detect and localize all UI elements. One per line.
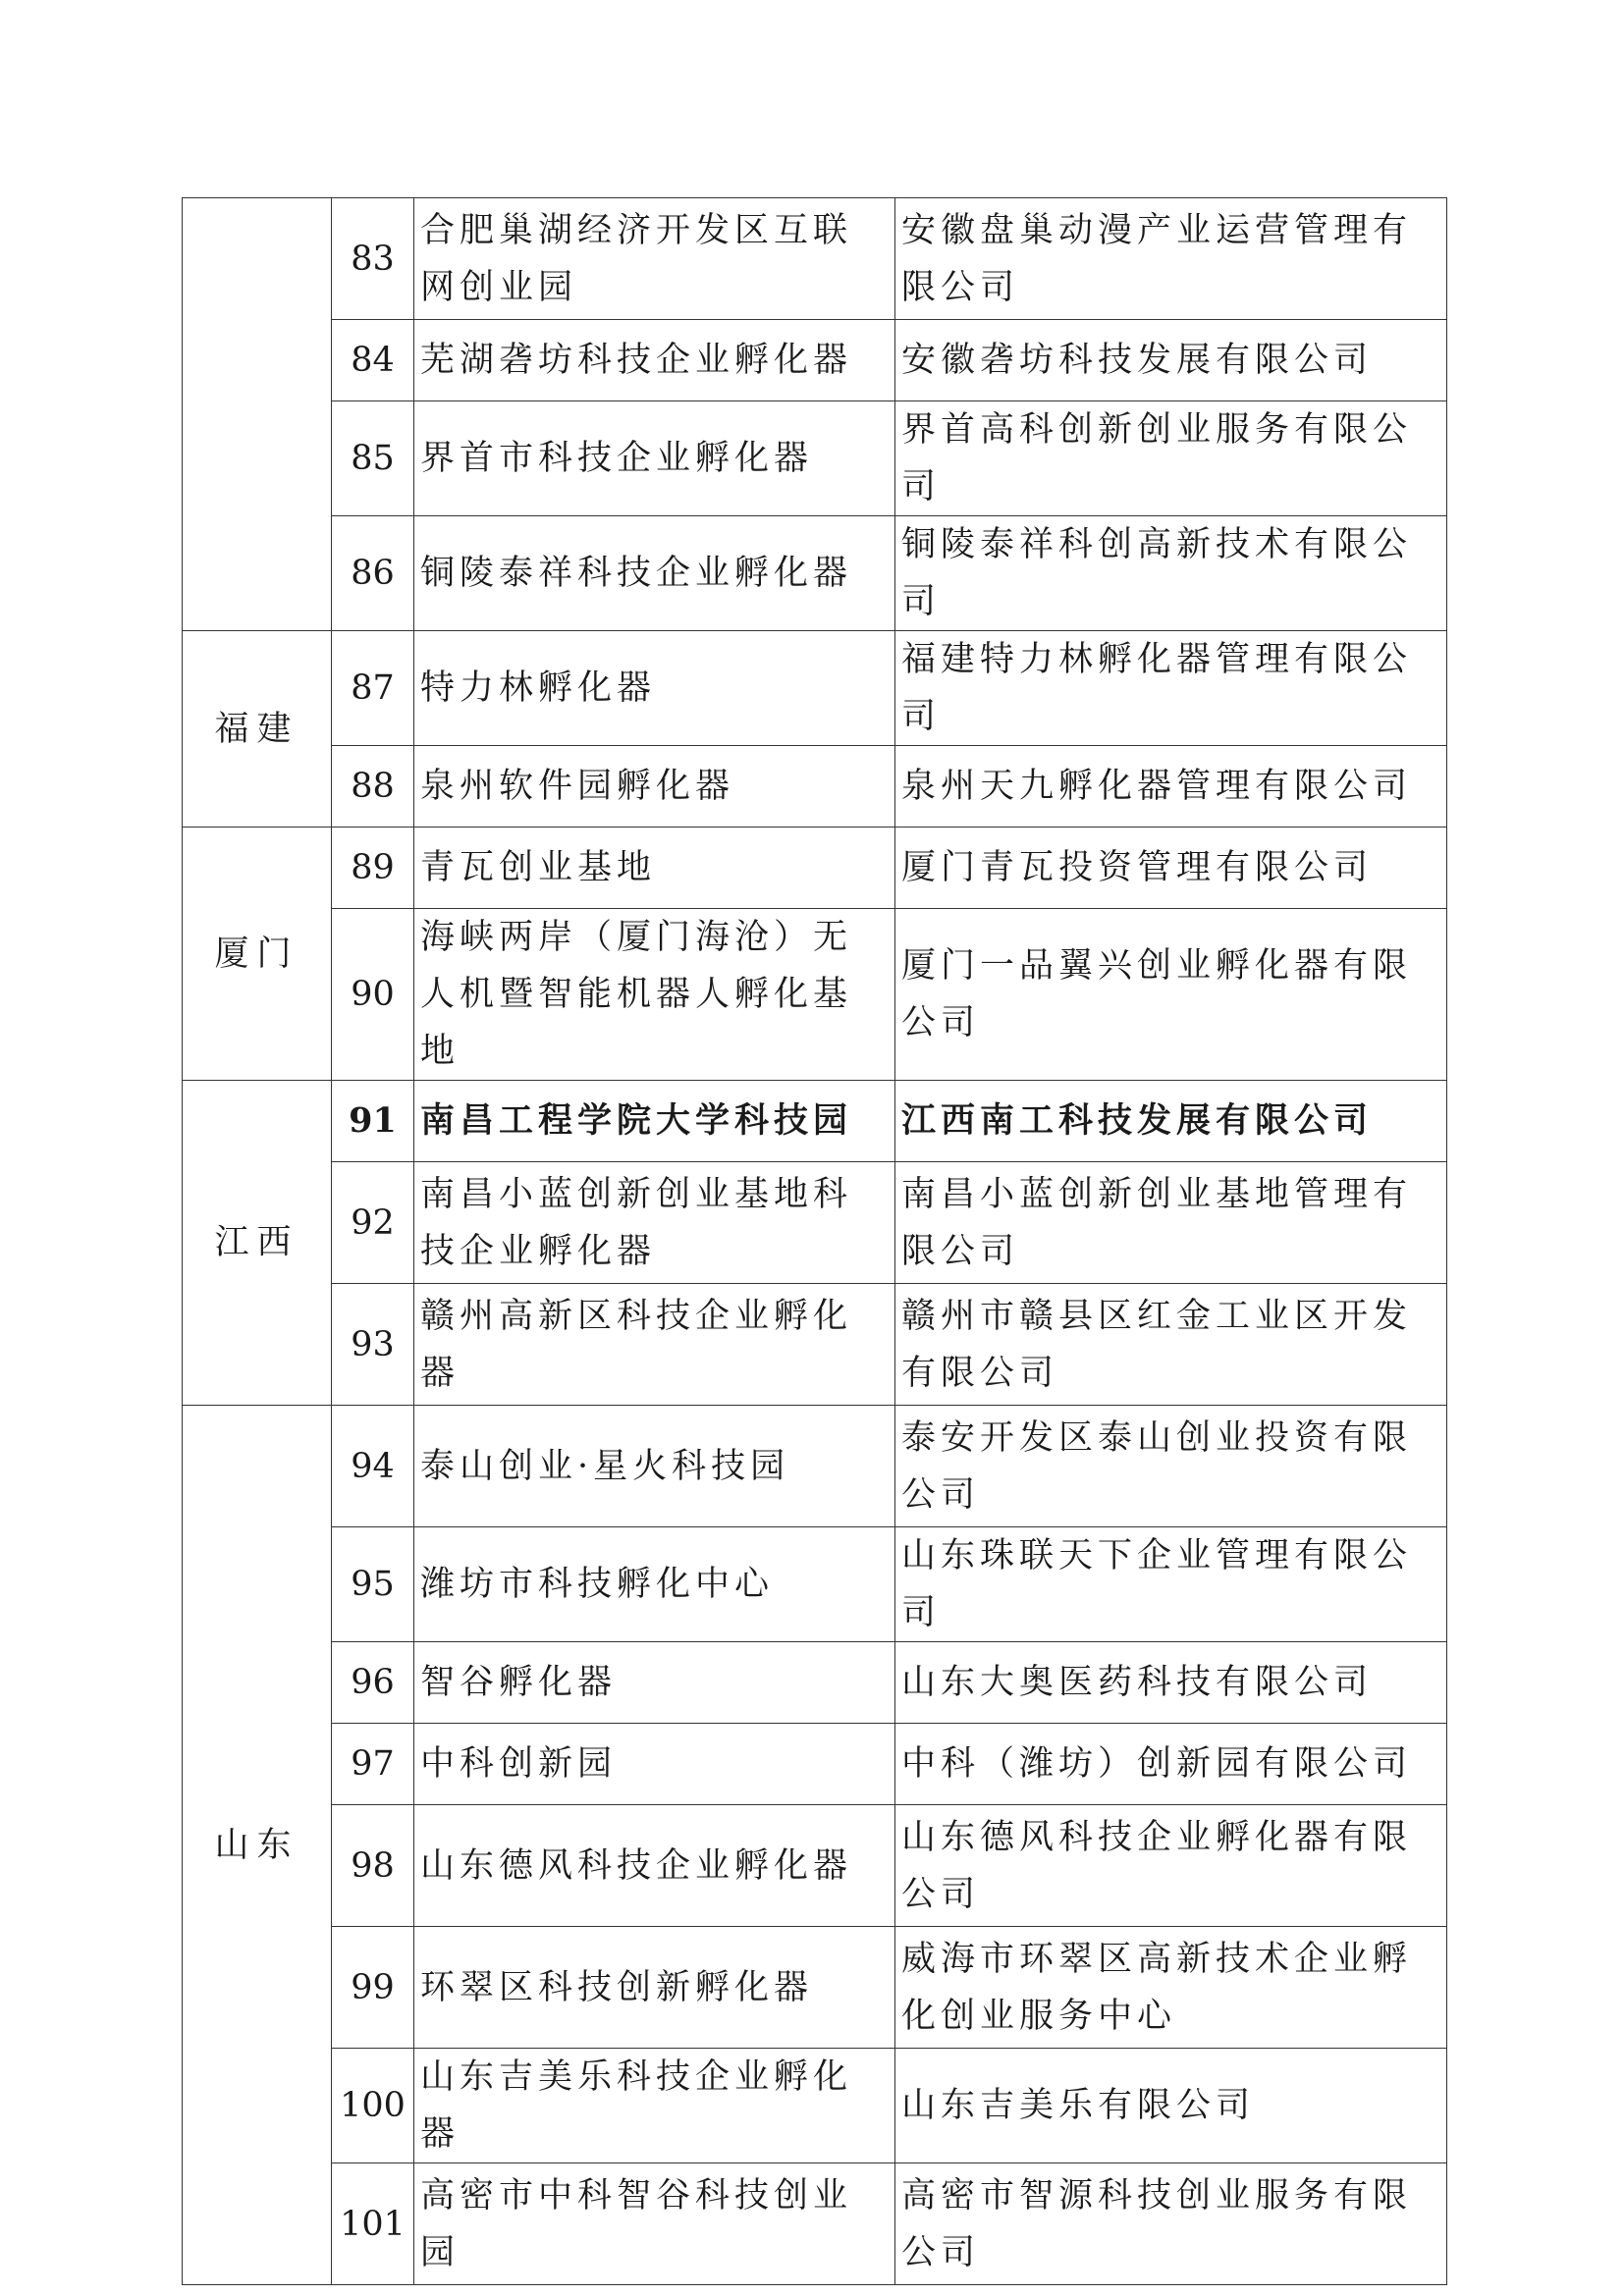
row-number: 83: [332, 198, 414, 320]
table-row: [183, 1724, 1447, 1805]
row-number: 100: [332, 2049, 414, 2163]
table-row: [183, 1642, 1447, 1724]
incubator-name: 铜陵泰祥科技企业孵化器: [414, 516, 895, 631]
row-number: 95: [332, 1527, 414, 1642]
incubator-name: 山东德风科技企业孵化器: [414, 1805, 895, 1927]
operator-name: 中科（潍坊）创新园有限公司: [895, 1724, 1447, 1805]
table-row: [183, 746, 1447, 828]
table-row: [183, 2049, 1447, 2163]
operator-name: 威海市环翠区高新技术企业孵化创业服务中心: [895, 1927, 1447, 2049]
row-number: 85: [332, 401, 414, 516]
row-number: 97: [332, 1724, 414, 1805]
operator-name: 厦门一品翼兴创业孵化器有限公司: [895, 909, 1447, 1081]
table-row: [183, 1162, 1447, 1284]
table-row: [183, 909, 1447, 1081]
table-row: [183, 516, 1447, 631]
table-row: [183, 1805, 1447, 1927]
table-row: [183, 1406, 1447, 1527]
row-number: 88: [332, 746, 414, 828]
incubator-name: 青瓦创业基地: [414, 828, 895, 909]
row-number: 91: [332, 1081, 414, 1162]
incubator-name: 界首市科技企业孵化器: [414, 401, 895, 516]
region-cell-fujian: 福建: [183, 631, 332, 828]
table-row: [183, 198, 1447, 320]
incubator-name: 中科创新园: [414, 1724, 895, 1805]
incubator-name: 赣州高新区科技企业孵化器: [414, 1284, 895, 1406]
table-row: [183, 401, 1447, 516]
table-row: [183, 1527, 1447, 1642]
operator-name: 安徽砻坊科技发展有限公司: [895, 320, 1447, 401]
incubator-name: 泉州软件园孵化器: [414, 746, 895, 828]
row-number: 99: [332, 1927, 414, 2049]
operator-name: 铜陵泰祥科创高新技术有限公司: [895, 516, 1447, 631]
table-row: [183, 1927, 1447, 2049]
table-row: [183, 2163, 1447, 2285]
row-number: 96: [332, 1642, 414, 1724]
operator-name: 江西南工科技发展有限公司: [895, 1081, 1447, 1162]
operator-name: 界首高科创新创业服务有限公司: [895, 401, 1447, 516]
incubator-name: 芜湖砻坊科技企业孵化器: [414, 320, 895, 401]
table-row: [183, 631, 1447, 746]
region-cell-jiangxi: 江西: [183, 1081, 332, 1406]
operator-name: 厦门青瓦投资管理有限公司: [895, 828, 1447, 909]
operator-name: 山东大奥医药科技有限公司: [895, 1642, 1447, 1724]
operator-name: 山东德风科技企业孵化器有限公司: [895, 1805, 1447, 1927]
row-number: 94: [332, 1406, 414, 1527]
row-number: 92: [332, 1162, 414, 1284]
region-cell-xiamen: 厦门: [183, 828, 332, 1081]
table-row: [183, 1284, 1447, 1406]
operator-name: 山东珠联天下企业管理有限公司: [895, 1527, 1447, 1642]
operator-name: 高密市智源科技创业服务有限公司: [895, 2163, 1447, 2285]
region-cell-anhui: [183, 198, 332, 631]
operator-name: 福建特力林孵化器管理有限公司: [895, 631, 1447, 746]
incubator-name: 高密市中科智谷科技创业园: [414, 2163, 895, 2285]
incubator-name: 南昌工程学院大学科技园: [414, 1081, 895, 1162]
incubator-name: 山东吉美乐科技企业孵化器: [414, 2049, 895, 2163]
incubator-name: 合肥巢湖经济开发区互联网创业园: [414, 198, 895, 320]
incubator-name: 特力林孵化器: [414, 631, 895, 746]
incubator-name: 南昌小蓝创新创业基地科技企业孵化器: [414, 1162, 895, 1284]
table-row: [183, 828, 1447, 909]
row-number: 93: [332, 1284, 414, 1406]
operator-name: 赣州市赣县区红金工业区开发有限公司: [895, 1284, 1447, 1406]
row-number: 87: [332, 631, 414, 746]
row-number: 89: [332, 828, 414, 909]
incubator-name: 泰山创业·星火科技园: [414, 1406, 895, 1527]
operator-name: 泰安开发区泰山创业投资有限公司: [895, 1406, 1447, 1527]
incubator-name: 海峡两岸（厦门海沧）无人机暨智能机器人孵化基地: [414, 909, 895, 1081]
row-number: 86: [332, 516, 414, 631]
table-row: [183, 1081, 1447, 1162]
incubator-table: [182, 197, 1447, 2285]
operator-name: 南昌小蓝创新创业基地管理有限公司: [895, 1162, 1447, 1284]
row-number: 84: [332, 320, 414, 401]
incubator-name: 智谷孵化器: [414, 1642, 895, 1724]
region-cell-shandong: 山东: [183, 1406, 332, 2285]
operator-name: 安徽盘巢动漫产业运营管理有限公司: [895, 198, 1447, 320]
operator-name: 山东吉美乐有限公司: [895, 2049, 1447, 2163]
incubator-name: 环翠区科技创新孵化器: [414, 1927, 895, 2049]
row-number: 90: [332, 909, 414, 1081]
operator-name: 泉州天九孵化器管理有限公司: [895, 746, 1447, 828]
row-number: 98: [332, 1805, 414, 1927]
incubator-name: 潍坊市科技孵化中心: [414, 1527, 895, 1642]
row-number: 101: [332, 2163, 414, 2285]
table-row: [183, 320, 1447, 401]
